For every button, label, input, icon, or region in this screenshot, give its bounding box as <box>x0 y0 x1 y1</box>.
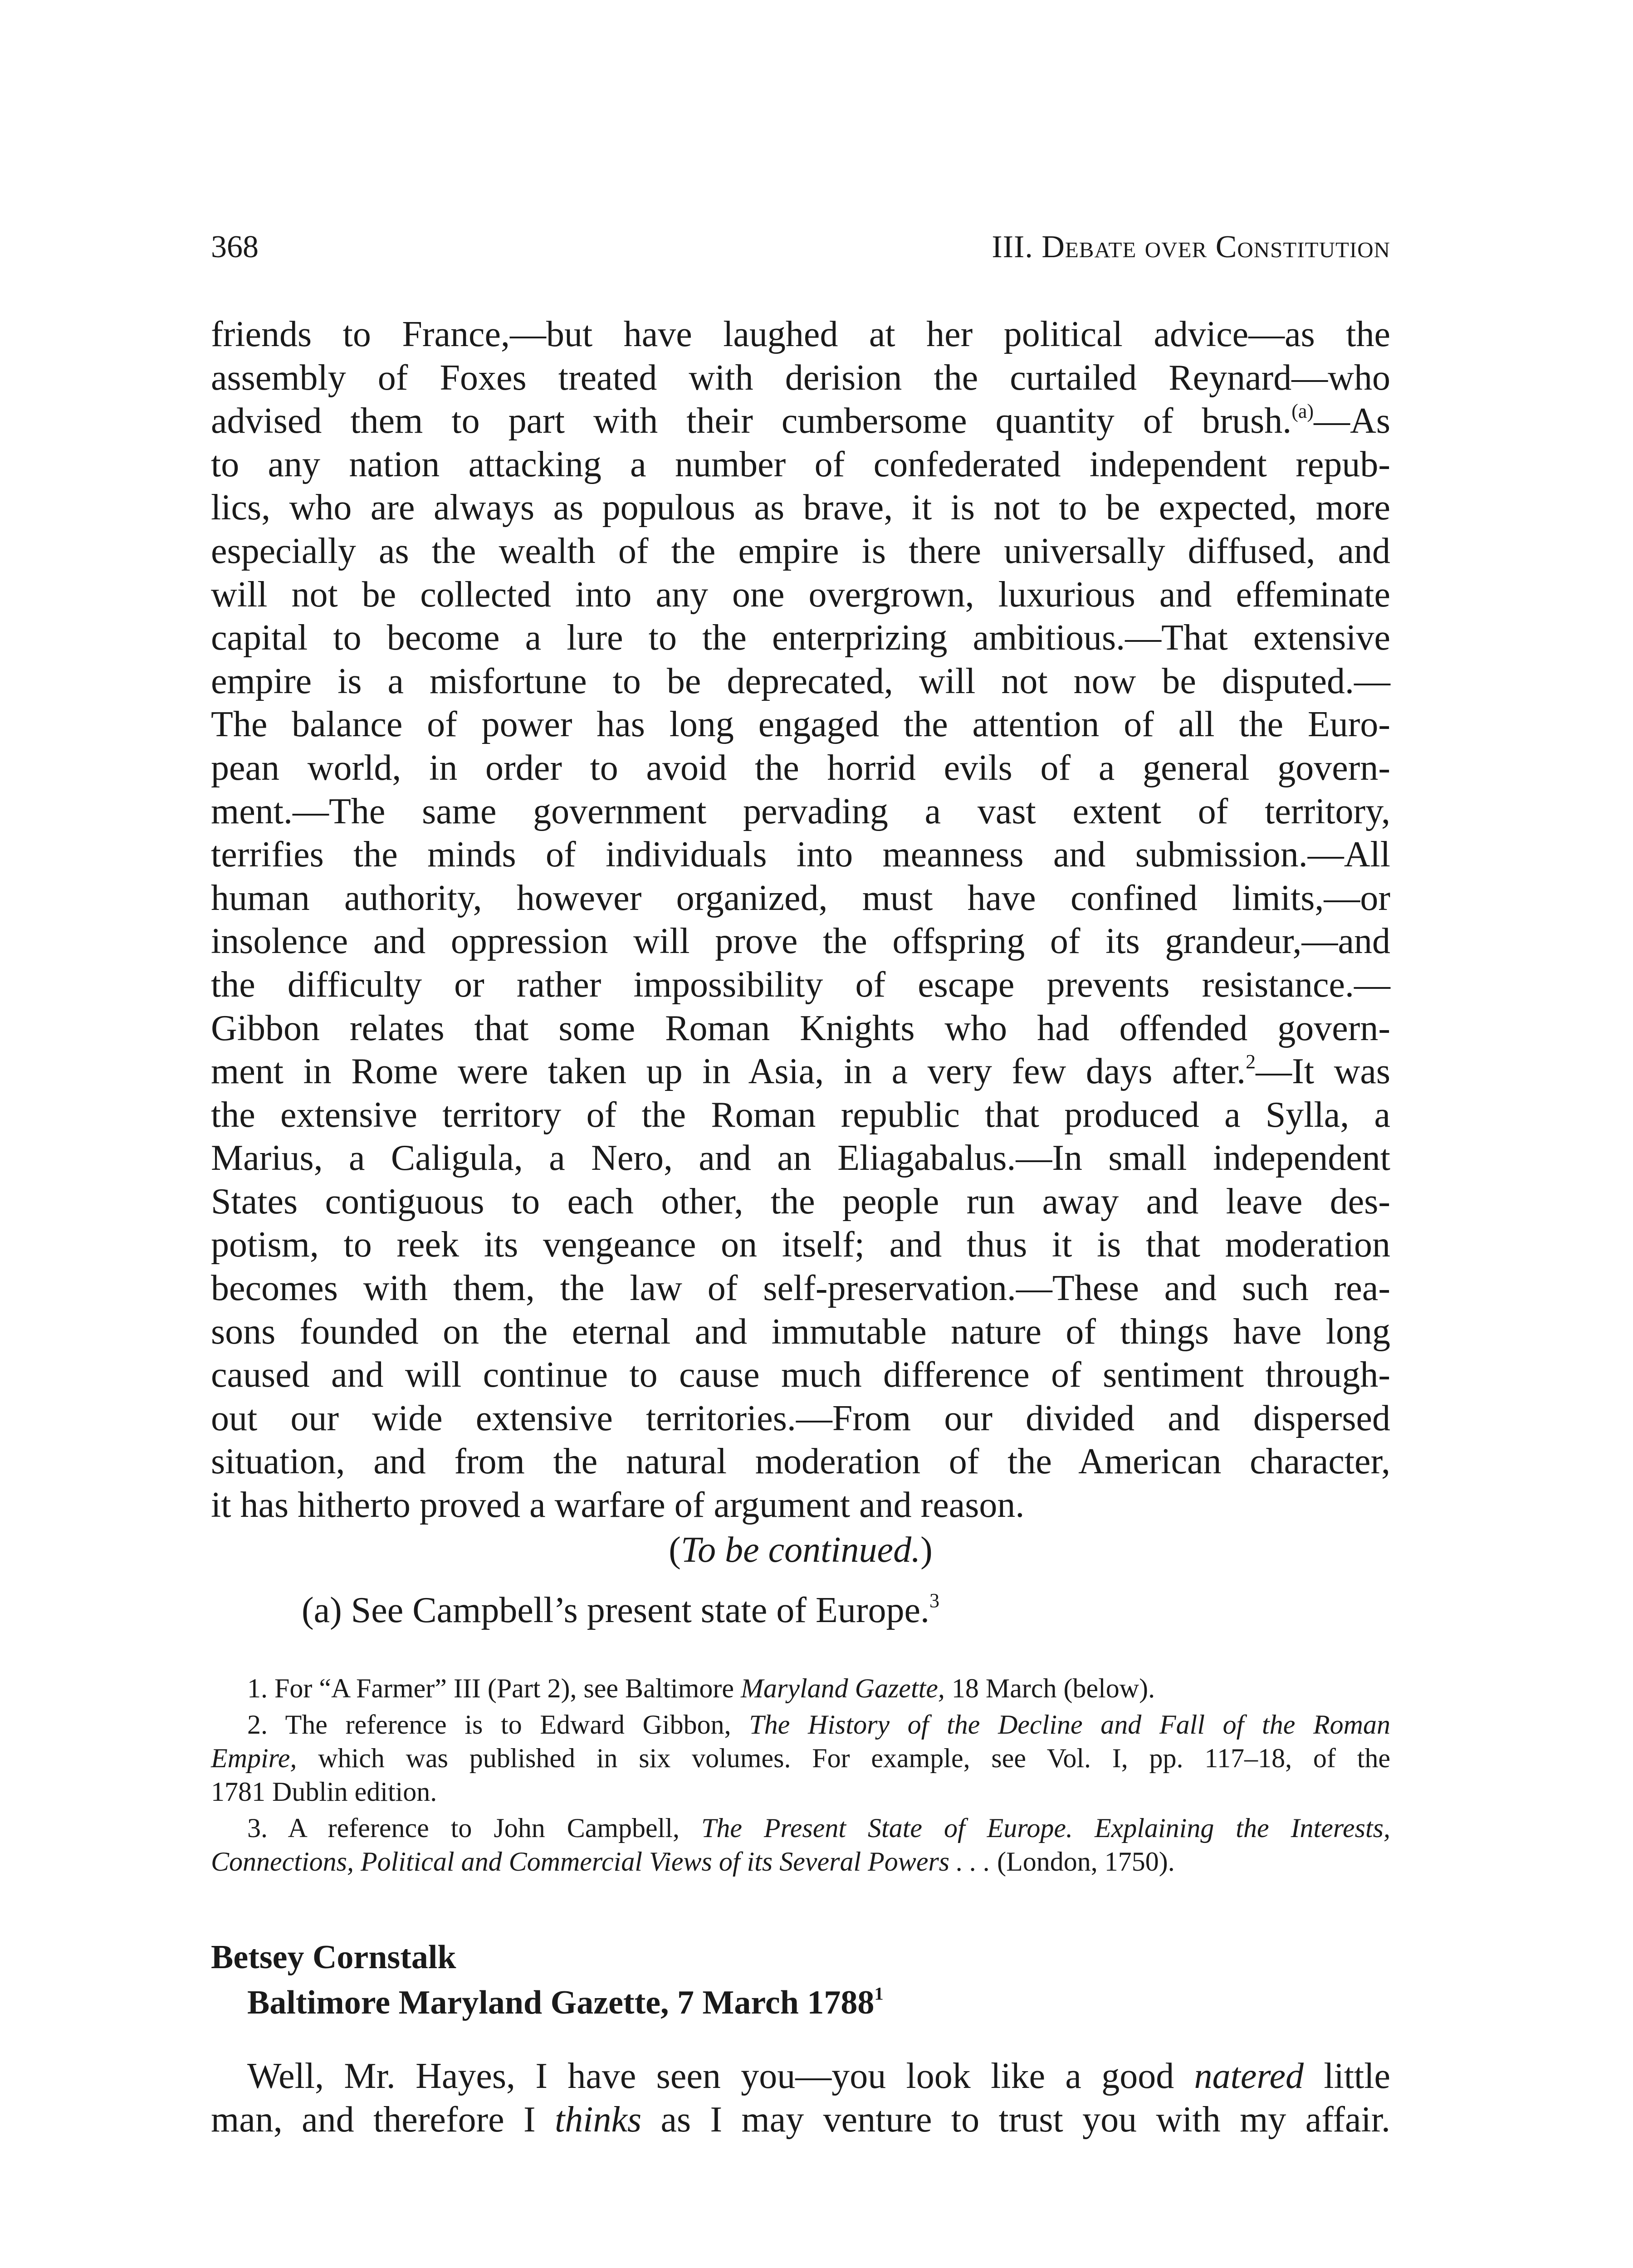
footnote-line <box>211 1845 1390 1878</box>
text-line: empire is a misfortune to be deprecated, will not now be disputed.— <box>211 661 1390 701</box>
footnote-line <box>211 1672 1390 1705</box>
text-line: especially as the wealth of the empire is there universally diffused, and <box>211 531 1390 571</box>
text-segment: The History of the Decline and Fall of the Roman <box>749 1710 1390 1740</box>
footnote-mark: 2 <box>1246 1051 1256 1073</box>
text-segment: Maryland Gazette, <box>741 1673 945 1703</box>
body-text <box>211 313 1390 1527</box>
text-line: The balance of power has long engaged the attention of all the Euro- <box>211 704 1390 745</box>
text-segment: Well, Mr. Hayes, I have seen you—you look like a good <box>247 2056 1194 2096</box>
to-be-continued <box>211 1530 1390 1571</box>
text-line: capital to become a lure to the enterprizing ambitious.—That extensive <box>211 618 1390 658</box>
text-segment: 3. A reference to John Campbell, <box>247 1813 702 1843</box>
text-segment: 18 March (below). <box>944 1673 1155 1703</box>
text-line: lics, who are always as populous as brave, it is not to be expected, more <box>211 488 1390 528</box>
text-segment: Empire, <box>211 1743 297 1773</box>
text-segment: The Present State of Europe. Explaining the Interests, <box>701 1813 1390 1843</box>
text-segment: ment in Rome were taken up in Asia, in a very few days after. <box>211 1051 1246 1092</box>
section-title: III. Debate over Constitution <box>992 230 1390 264</box>
text-segment: natered <box>1194 2056 1304 2096</box>
text-line <box>211 1050 1390 1094</box>
footnote-3 <box>211 1811 1390 1878</box>
text-line: becomes with them, the law of self-preservation.—These and such rea- <box>211 1268 1390 1309</box>
text-segment: little <box>1304 2056 1391 2096</box>
article-title: Betsey Cornstalk <box>211 1939 456 1976</box>
text-line: assembly of Foxes treated with derision the curtailed Reynard—who <box>211 357 1390 398</box>
author-note-text: (a) See Campbell’s present state of Europe. <box>302 1590 929 1630</box>
continued-text: To be continued. <box>680 1530 921 1570</box>
footnote-line <box>211 1741 1390 1775</box>
text-segment: which was published in six volumes. For example, see Vol. I, pp. 117–18, of the <box>297 1743 1390 1773</box>
text-segment: (London, 1750). <box>990 1847 1175 1877</box>
text-line: situation, and from the natural moderation of the American character, <box>211 1442 1390 1482</box>
text-segment: advised them to part with their cumbersome quantity of brush. <box>211 401 1292 441</box>
text-line <box>211 2098 1390 2142</box>
text-segment: Baltimore Maryland Gazette, 7 March 1788 <box>247 1984 875 2021</box>
text-line <box>211 2055 1390 2098</box>
footnote-line: 1781 Dublin edition. <box>211 1777 437 1807</box>
text-segment: 2. The reference is to Edward Gibbon, <box>247 1710 749 1740</box>
footnote-2 <box>211 1708 1390 1809</box>
text-segment: —It was <box>1256 1051 1391 1092</box>
text-line: to any nation attacking a number of confederated independent repub- <box>211 444 1390 484</box>
text-line: insolence and oppression will prove the offspring of its grandeur,—and <box>211 921 1390 962</box>
text-segment: man, and therefore I <box>211 2099 555 2140</box>
footnotes <box>211 1672 1390 1878</box>
footnote-mark: (a) <box>1291 400 1314 423</box>
text-segment: —As <box>1314 401 1390 441</box>
text-segment: 1. For “A Farmer” III (Part 2), see Baltimore <box>247 1673 741 1703</box>
text-line: caused and will continue to cause much difference of sentiment through- <box>211 1355 1390 1395</box>
text-line: Marius, a Caligula, a Nero, and an Eliagabalus.—In small independent <box>211 1138 1390 1178</box>
text-line: Gibbon relates that some Roman Knights who had offended govern- <box>211 1008 1390 1048</box>
text-line: sons founded on the eternal and immutable nature of things have long <box>211 1311 1390 1352</box>
running-head <box>211 229 1390 270</box>
page-number: 368 <box>211 230 259 264</box>
text-line: ment.—The same government pervading a vast extent of territory, <box>211 791 1390 831</box>
text-line <box>211 400 1390 443</box>
footnote-line <box>211 1708 1390 1741</box>
footnote-mark: 1 <box>874 1983 884 2004</box>
article-body <box>211 2055 1390 2141</box>
text-line: terrifies the minds of individuals into meanness and submission.—All <box>211 835 1390 875</box>
paren-close: ) <box>920 1530 933 1570</box>
text-segment: Connections, Political and Commercial Views of its Several Powers . . . <box>211 1847 991 1877</box>
paren-open: ( <box>669 1530 681 1570</box>
text-line: human authority, however organized, must have confined limits,—or <box>211 878 1390 918</box>
text-line: friends to France,—but have laughed at her political advice—as the <box>211 314 1390 354</box>
footnote-1 <box>211 1672 1390 1705</box>
article-heading <box>211 1935 1390 2025</box>
text-line: States contiguous to each other, the people run away and leave des- <box>211 1181 1390 1222</box>
text-segment: thinks <box>555 2099 642 2140</box>
text-line: it has hitherto proved a warfare of argument and reason. <box>211 1485 1025 1525</box>
document-page <box>211 0 1390 2268</box>
text-line: potism, to reek its vengeance on itself; and thus it is that moderation <box>211 1225 1390 1265</box>
text-line: the extensive territory of the Roman republic that produced a Sylla, a <box>211 1095 1390 1135</box>
text-line: the difficulty or rather impossibility of escape prevents resistance.— <box>211 964 1390 1005</box>
text-line: will not be collected into any one overgrown, luxurious and effeminate <box>211 574 1390 615</box>
footnote-mark: 3 <box>929 1589 939 1612</box>
text-segment: as I may venture to trust you with my affair. <box>641 2099 1391 2140</box>
text-line: pean world, in order to avoid the horrid evils of a general govern- <box>211 748 1390 788</box>
article-dateline <box>211 1980 1390 2025</box>
text-line: out our wide extensive territories.—From our divided and dispersed <box>211 1398 1390 1438</box>
author-note <box>302 1590 939 1631</box>
footnote-line <box>211 1811 1390 1845</box>
